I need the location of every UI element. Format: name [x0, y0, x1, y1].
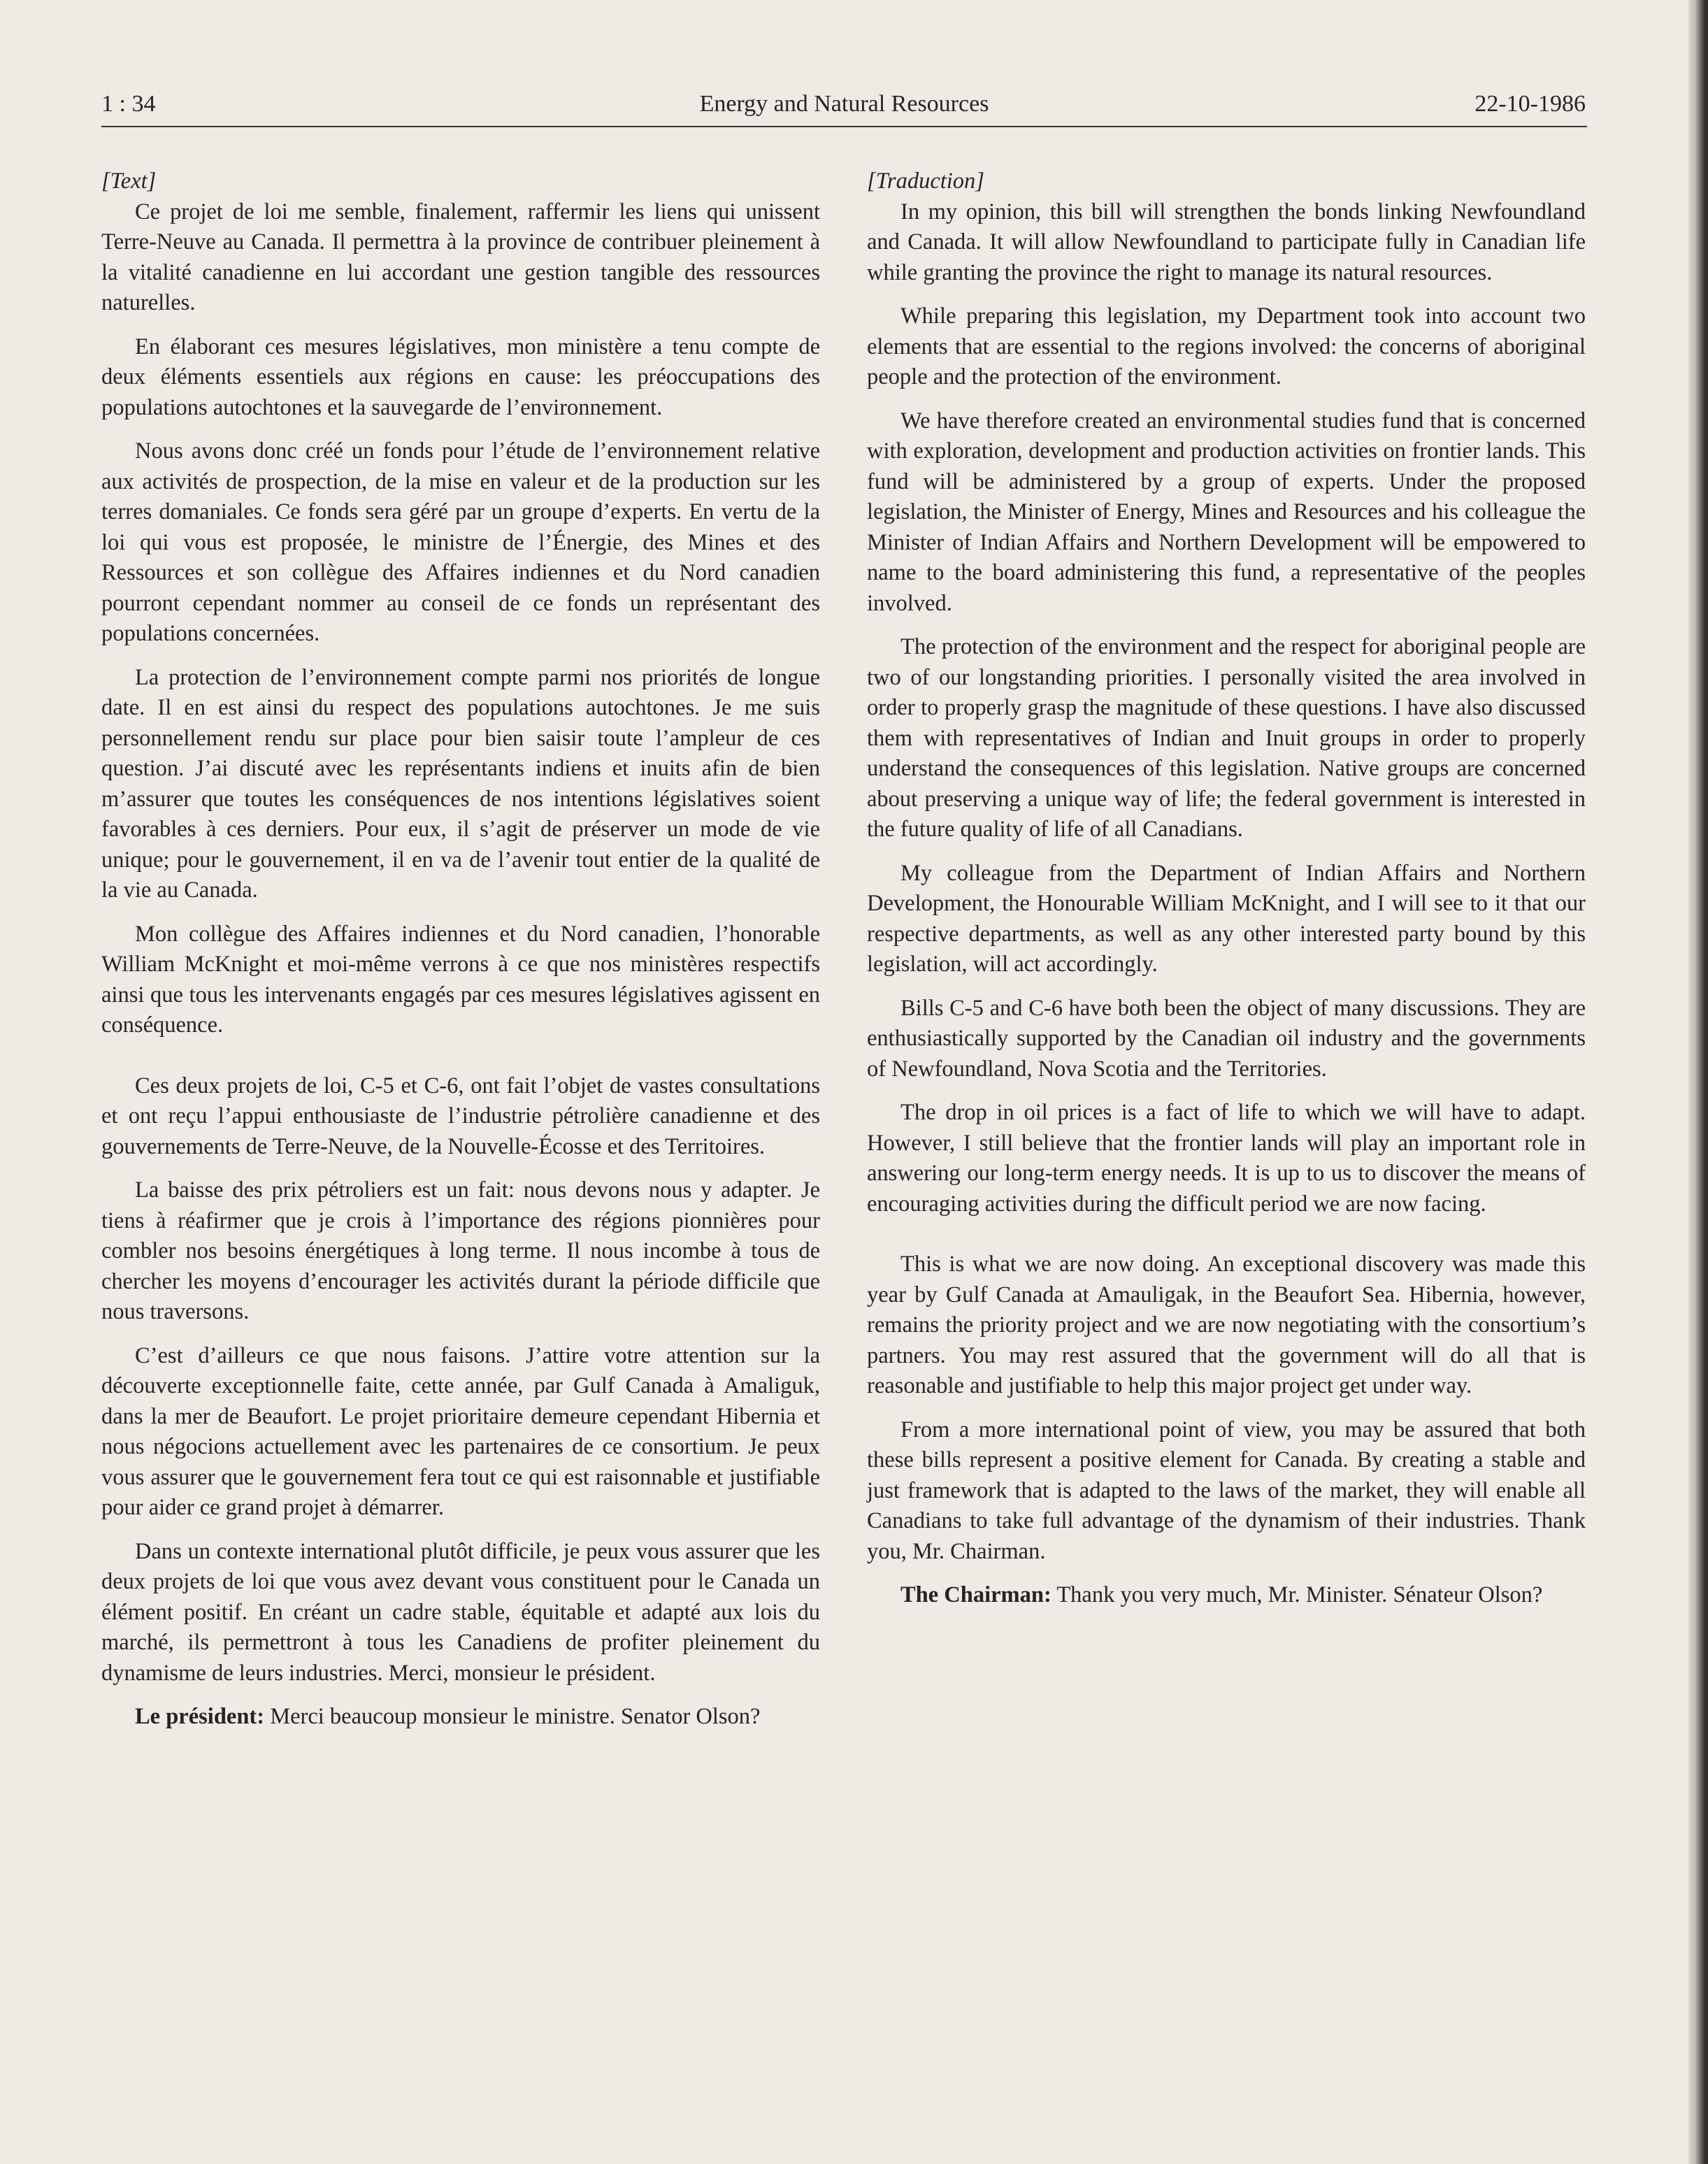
paragraph: We have therefore created an environmental studies fund that is concerned with exploration, development and production activities on frontier lands. This fund will be administered by a group of experts. Under the proposed legislation, the Minister of Energy, Mines and Resources and his colleague the Minister of Indian Affairs and Northern Development will be empowered to name to the board administering this fund, a representative of the peoples involved.	[867, 408, 1586, 616]
speaker-text: Merci beaucoup monsieur le ministre. Senator Olson?	[270, 1704, 761, 1729]
paragraph: My colleague from the Department of Indian Affairs and Northern Development, the Honourable William McKnight, and I will see to it that our respective departments, as well as any other interested party bound by this legislation, will act accordingly.	[867, 860, 1586, 977]
paragraph: Ce projet de loi me semble, finalement, raffermir les liens qui unissent Terre-Neuve au Canada. Il permettra à la province de contribuer pleinement à la vitalité canadienne en lui accordant une gestion tangible des ressources naturelles.	[101, 199, 820, 315]
french-column	[101, 166, 820, 1746]
language-label: [Traduction]	[867, 169, 984, 194]
paragraph: Dans un contexte international plutôt difficile, je peux vous assurer que les deux projets de loi que vous avez devant vous constituent pour le Canada un élément positif. En créant un cadre stable, équitable et adapté aux lois du marché, ils permettront à tous les Canadiens de profiter pleinement du dynamisme de leurs industries. Merci, monsieur le président.	[101, 1538, 820, 1686]
paragraph: From a more international point of view, you may be assured that both these bills represent a positive element for Canada. By creating a stable and just framework that is adapted to the laws of the market, they will enable all Canadians to take full advantage of the dynamism of their industries. Thank you, Mr. Chairman.	[867, 1417, 1586, 1564]
paragraph: This is what we are now doing. An exceptional discovery was made this year by Gulf Canada at Amauligak, in the Beaufort Sea. Hibernia, however, remains the priority project and we are now negotiating with the consortium’s partners. You may rest assured that the government will do all that is reasonable and justifiable to help this major project get under way.	[867, 1252, 1586, 1398]
running-title: Energy and Natural Resources	[699, 91, 989, 117]
page-number: 1 : 34	[101, 91, 156, 117]
paragraph: The protection of the environment and the respect for aboriginal people are two of our longstanding priorities. I personally visited the area involved in order to properly grasp the magnitude of these questions. I have also discussed them with representatives of Indian and Inuit groups in order to properly understand the consequences of this legislation. Native groups are concerned about preserving a unique way of life; the federal government is interested in the future quality of life of all Canadians.	[867, 634, 1586, 842]
speaker-name: Le président:	[135, 1704, 265, 1729]
paragraph: La protection de l’environnement compte parmi nos priorités de longue date. Il en est ainsi du respect des populations autochtones. Je me suis personnellement rendu sur place pour bien saisir toute l’ampleur de ces question. J’ai discuté avec les représentants indiens et inuits afin de bien m’assurer que toutes les conséquences de nos intentions législatives soient favorables à ces derniers. Pour eux, il s’agit de préserver un mode de vie unique; pour le gouvernement, il en va de l’avenir tout entier de la qualité de la vie au Canada.	[101, 664, 820, 903]
paragraph: The drop in oil prices is a fact of life to which we will have to adapt. However, I still believe that the frontier lands will play an important role in answering our long-term energy needs. It is up to us to discover the means of encouraging activities during the difficult period we are now facing.	[867, 1100, 1586, 1217]
paragraph: In my opinion, this bill will strengthen the bonds linking Newfoundland and Canada. It will allow Newfoundland to participate fully in Canadian life while granting the province the right to manage its natural resources.	[867, 199, 1586, 285]
paragraph: Nous avons donc créé un fonds pour l’étude de l’environnement relative aux activités de prospection, de la mise en valeur et de la production sur les terres domaniales. Ce fonds sera géré par un groupe d’experts. En vertu de la loi qui vous est proposée, le ministre de l’Énergie, des Mines et des Ressources et son collègue des Affaires indiennes et du Nord canadien pourront cependant nommer au conseil de ce fonds un représentant des populations concernées.	[101, 438, 820, 646]
language-label: [Text]	[101, 169, 157, 194]
paragraph: While preparing this legislation, my Department took into account two elements that are essential to the regions involved: the concerns of aboriginal people and the protection of the environment.	[867, 303, 1586, 389]
page-header	[101, 89, 1587, 127]
sitting-date: 22-10-1986	[1474, 91, 1586, 117]
speaker-paragraph	[867, 1580, 1586, 1611]
page-edge-shadow	[1688, 0, 1708, 2164]
paragraph: Bills C-5 and C-6 have both been the object of many discussions. They are enthusiastically supported by the Canadian oil industry and the governments of Newfoundland, Nova Scotia and the Territories.	[867, 995, 1586, 1082]
paragraph: C’est d’ailleurs ce que nous faisons. J’attire votre attention sur la découverte exceptionnelle faite, cette année, par Gulf Canada à Amaliguk, dans la mer de Beaufort. Le projet prioritaire demeure cependant Hibernia et nous négocions actuellement avec les partenaires de ce consortium. Je peux vous assurer que le gouvernement fera tout ce qui est raisonnable et justifiable pour aider ce grand projet à démarrer.	[101, 1342, 820, 1520]
paragraph: Mon collègue des Affaires indiennes et du Nord canadien, l’honorable William McKnight et moi-même verrons à ce que nos ministères respectifs ainsi que tous les intervenants engagés par ces mesures législatives agissent en conséquence.	[101, 921, 820, 1038]
speaker-text: Thank you very much, Mr. Minister. Sénateur Olson?	[1056, 1582, 1543, 1607]
paragraph: En élaborant ces mesures législatives, mon ministère a tenu compte de deux éléments essentiels aux régions en cause: les préoccupations des populations autochtones et la sauvegarde de l’environnement.	[101, 334, 820, 420]
english-column	[867, 166, 1586, 1624]
paragraph: La baisse des prix pétroliers est un fait: nous devons nous y adapter. Je tiens à réafirmer que je crois à l’importance des régions pionnières pour combler nos besoins énergétiques à long terme. Il nous incombe à tous de chercher les moyens d’encourager les activités durant la période difficile que nous traversons.	[101, 1177, 820, 1324]
speaker-name: The Chairman:	[900, 1582, 1052, 1607]
paragraph: Ces deux projets de loi, C-5 et C-6, ont fait l’objet de vastes consultations et ont reçu l’appui enthousiaste de l’industrie pétrolière canadienne et des gouvernements de Terre-Neuve, de la Nouvelle-Écosse et des Territoires.	[101, 1073, 820, 1159]
speaker-paragraph	[101, 1702, 820, 1733]
